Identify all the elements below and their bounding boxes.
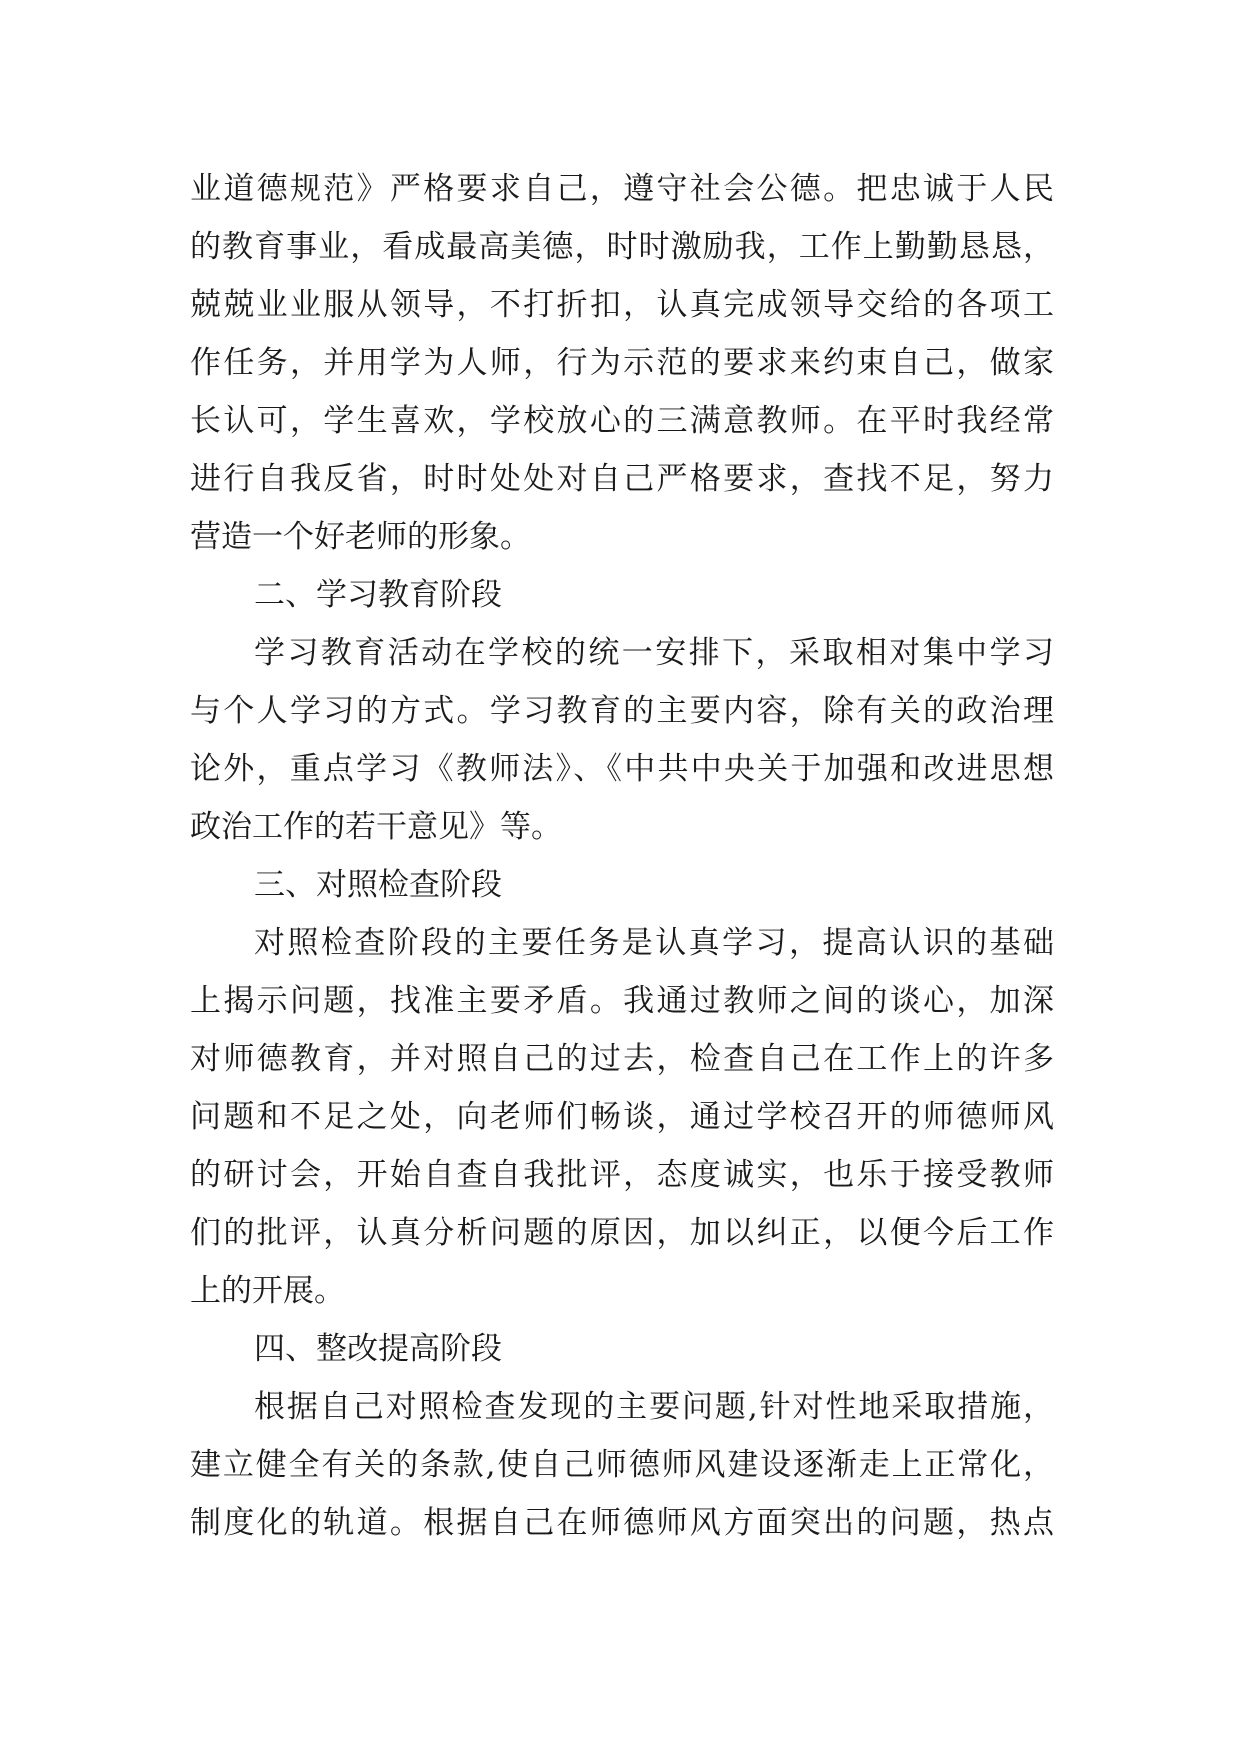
paragraph-check — [190, 914, 1054, 1320]
text-line: 上揭示问题，找准主要矛盾。我通过教师之间的谈心，加深 — [190, 983, 1054, 1019]
text-line: 对照检查阶段的主要任务是认真学习，提高认识的基础 — [254, 925, 1054, 961]
text-line: 建立健全有关的条款,使自己师德师风建设逐渐走上正常化， — [190, 1447, 1054, 1483]
paragraph-rectify — [190, 1378, 1054, 1552]
text-line: 的教育事业，看成最高美德，时时激励我，工作上勤勤恳恳， — [190, 229, 1054, 265]
text-line: 的研讨会，开始自查自我批评，态度诚实，也乐于接受教师 — [190, 1157, 1054, 1193]
text-line: 制度化的轨道。根据自己在师德师风方面突出的问题，热点 — [190, 1505, 1054, 1541]
text-line: 论外，重点学习《教师法》、《中共中央关于加强和改进思想 — [190, 751, 1054, 787]
paragraph-continuation — [190, 160, 1054, 566]
text-line: 业道德规范》严格要求自己，遵守社会公德。把忠诚于人民 — [190, 171, 1054, 207]
text-line: 根据自己对照检查发现的主要问题,针对性地采取措施， — [254, 1389, 1054, 1425]
document-page — [190, 160, 1054, 1552]
text-line: 进行自我反省，时时处处对自己严格要求，查找不足，努力 — [190, 461, 1054, 497]
paragraph-study — [190, 624, 1054, 856]
text-line: 对师德教育，并对照自己的过去，检查自己在工作上的许多 — [190, 1041, 1054, 1077]
section-heading-rectify: 四、整改提高阶段 — [254, 1331, 502, 1367]
section-heading-study: 二、学习教育阶段 — [254, 577, 502, 613]
text-line: 作任务，并用学为人师，行为示范的要求来约束自己，做家 — [190, 345, 1054, 381]
text-line: 学习教育活动在学校的统一安排下，采取相对集中学习 — [254, 635, 1054, 671]
section-heading-check: 三、对照检查阶段 — [254, 867, 502, 903]
text-line: 上的开展。 — [190, 1273, 345, 1309]
text-line: 营造一个好老师的形象。 — [190, 519, 531, 555]
text-line: 兢兢业业服从领导，不打折扣，认真完成领导交给的各项工 — [190, 287, 1054, 323]
text-line: 问题和不足之处，向老师们畅谈，通过学校召开的师德师风 — [190, 1099, 1054, 1135]
text-line: 与个人学习的方式。学习教育的主要内容，除有关的政治理 — [190, 693, 1054, 729]
text-line: 政治工作的若干意见》等。 — [190, 809, 562, 845]
text-line: 长认可，学生喜欢，学校放心的三满意教师。在平时我经常 — [190, 403, 1054, 439]
text-line: 们的批评，认真分析问题的原因，加以纠正，以便今后工作 — [190, 1215, 1054, 1251]
